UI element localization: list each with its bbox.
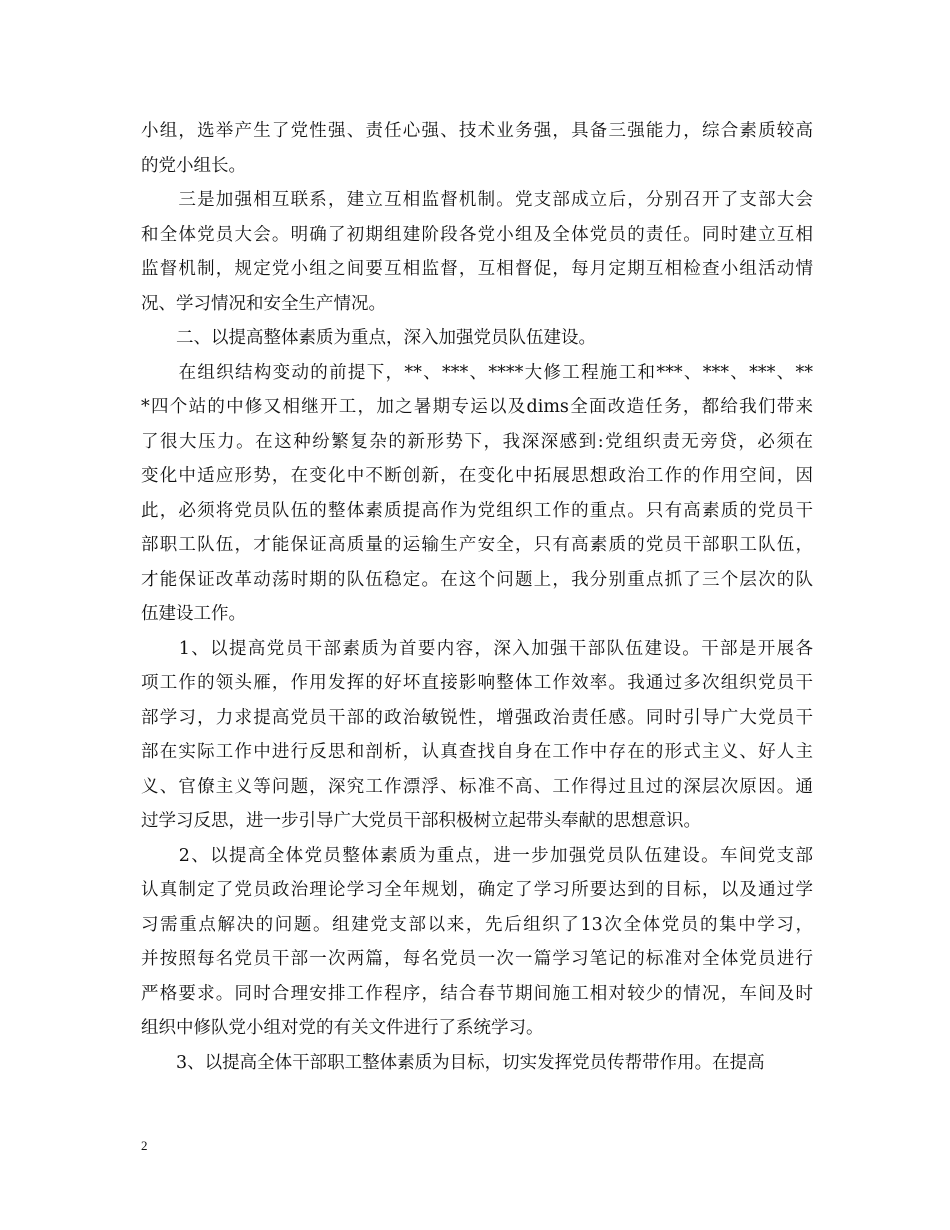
text-line: *四个站的中修又相继开工，加之暑期专运以及dims全面改造任务，都给我们带来 [141,397,813,417]
paragraph [141,839,813,1046]
paragraph [141,1046,813,1081]
text-line: 部在实际工作中进行反思和剖析，认真查找自身在工作中存在的形式主义、好人主 [141,742,813,762]
text-line: 严格要求。同时合理安排工作程序，结合春节期间施工相对较少的情况，车间及时 [141,983,813,1004]
paragraph [141,114,813,183]
text-line: 2、以提高全体党员整体素质为重点，进一步加强党员队伍建设。车间党支部 [141,845,813,866]
text-line: 变化中适应形势，在变化中不断创新，在变化中拓展思想政治工作的作用空间，因 [141,466,813,486]
text-line: 和全体党员大会。明确了初期组建阶段各党小组及全体党员的责任。同时建立互相 [141,224,813,245]
text-line: 3、以提高全体干部职工整体素质为目标，切实发挥党员传帮带作用。在提高 [141,1052,765,1073]
text-line: 过学习反思，进一步引导广大党员干部积极树立起带头奉献的思想意识。 [141,811,701,831]
text-line: 组织中修队党小组对党的有关文件进行了系统学习。 [141,1018,544,1038]
text-line: 伍建设工作。 [141,604,246,624]
text-line: 义、官僚主义等问题，深究工作漂浮、标准不高、工作得过且过的深层次原因。通 [141,776,813,797]
text-line: 在组织结构变动的前提下，**、***、****大修工程施工和***、***、***、** [141,362,813,383]
text-line: 的党小组长。 [141,155,246,176]
text-line: 才能保证改革动荡时期的队伍稳定。在这个问题上，我分别重点抓了三个层次的队 [141,569,813,590]
text-line: 此，必须将党员队伍的整体素质提高作为党组织工作的重点。只有高素质的党员干 [141,500,813,521]
text-line: 况、学习情况和安全生产情况。 [141,293,386,314]
paragraph [141,321,813,356]
text-line: 并按照每名党员干部一次两篇，每名党员一次一篇学习笔记的标准对全体党员进行 [141,949,813,969]
page-number: 2 [141,1138,148,1153]
text-line: 小组，选举产生了党性强、责任心强、技术业务强，具备三强能力，综合素质较高 [141,121,813,141]
text-line: 三是加强相互联系，建立互相监督机制。党支部成立后，分别召开了支部大会 [141,190,813,210]
text-line: 了很大压力。在这种纷繁复杂的新形势下，我深深感到:党组织责无旁贷，必须在 [141,431,813,452]
paragraph [141,356,813,632]
text-line: 监督机制，规定党小组之间要互相监督，互相督促，每月定期互相检查小组活动情 [141,259,813,279]
text-line: 部学习，力求提高党员干部的政治敏锐性，增强政治责任感。同时引导广大党员干 [141,707,813,728]
text-line: 习需重点解决的问题。组建党支部以来，先后组织了13次全体党员的集中学习， [141,914,813,935]
document-body [141,114,813,1080]
text-line: 部职工队伍，才能保证高质量的运输生产安全，只有高素质的党员干部职工队伍， [141,535,813,555]
paragraph [141,632,813,839]
paragraph [141,183,813,321]
text-line: 1、以提高党员干部素质为首要内容，深入加强干部队伍建设。干部是开展各 [141,638,813,659]
text-line: 二、以提高整体素质为重点，深入加强党员队伍建设。 [141,328,596,348]
text-line: 认真制定了党员政治理论学习全年规划，确定了学习所要达到的目标，以及通过学 [141,880,813,900]
text-line: 项工作的领头雁，作用发挥的好坏直接影响整体工作效率。我通过多次组织党员干 [141,673,813,693]
